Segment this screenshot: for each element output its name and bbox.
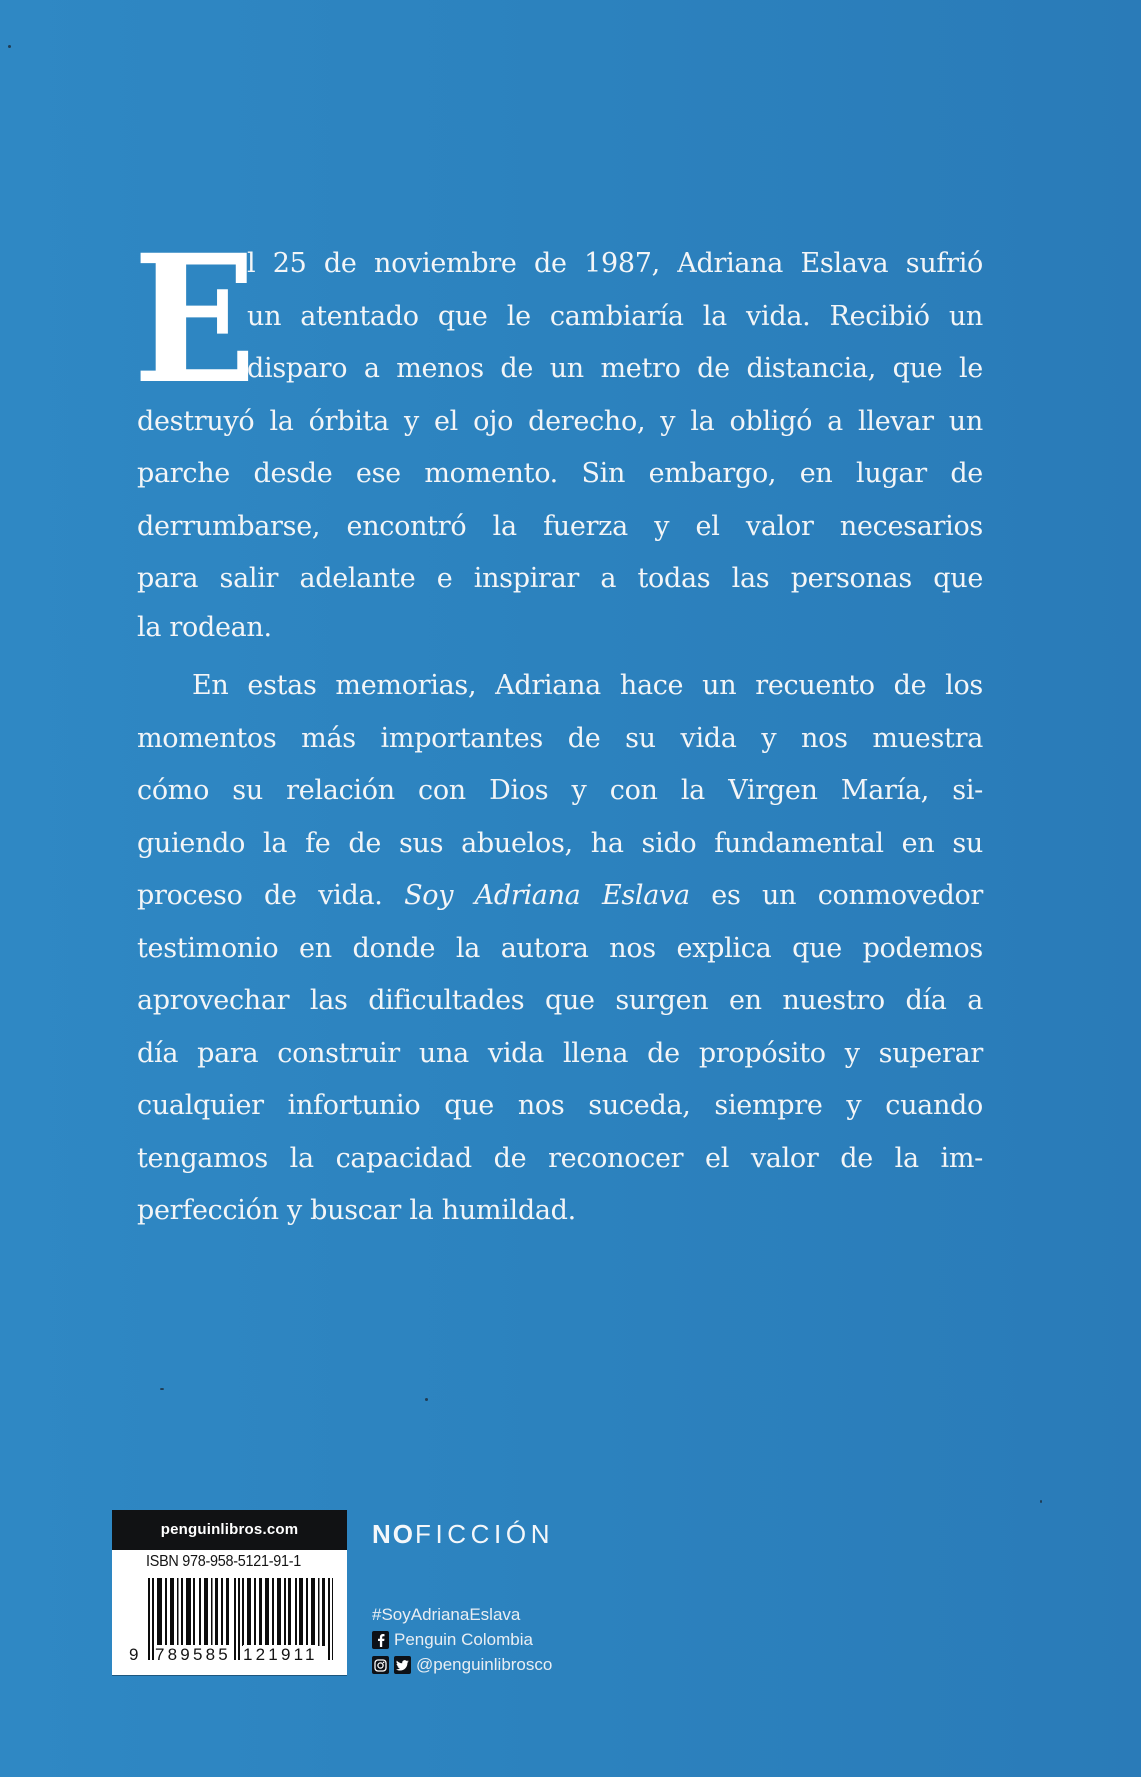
- genre-bold: NO: [372, 1519, 415, 1549]
- print-speck: [160, 1388, 164, 1390]
- isbn-number: ISBN 978-958-5121-91-1: [146, 1553, 301, 1570]
- print-speck: [1040, 1500, 1042, 1503]
- instagram-twitter-link[interactable]: [372, 1655, 552, 1675]
- blurb-line: la rodean.: [137, 612, 272, 643]
- print-speck: [425, 1398, 428, 1401]
- blurb-line: aprovechar las dificultades que surgen en nuestro día a: [137, 985, 983, 1016]
- blurb-line-with-title: [137, 879, 983, 913]
- blurb-line: día para construir una vida llena de propósito y superar: [137, 1038, 983, 1069]
- publisher-website[interactable]: penguinlibros.com: [112, 1510, 347, 1550]
- blurb-line: parche desde ese momento. Sin embargo, en lugar de: [137, 458, 983, 489]
- barcode-digits-left: 789585: [155, 1645, 231, 1664]
- blurb-line: l 25 de noviembre de 1987, Adriana Eslava sufrió: [247, 248, 983, 279]
- social-handle: @penguinlibrosco: [416, 1655, 553, 1674]
- blurb-line: momentos más importantes de su vida y nos muestra: [137, 723, 983, 754]
- genre-label: [372, 1519, 554, 1550]
- drop-cap-letter: E: [133, 216, 257, 423]
- blurb-line: tengamos la capacidad de reconocer el valor de la im-: [137, 1143, 983, 1174]
- blurb-line: guiendo la fe de sus abuelos, ha sido fundamental en su: [137, 828, 983, 859]
- blurb-text: es un conmovedor: [689, 880, 984, 911]
- blurb-text: proceso de vida.: [137, 880, 405, 911]
- facebook-icon: [372, 1631, 389, 1649]
- blurb-line: un atentado que le cambiaría la vida. Recibió un: [247, 301, 983, 332]
- facebook-page-name: Penguin Colombia: [394, 1630, 533, 1649]
- blurb-line: cómo su relación con Dios y con la Virgen María, si-: [137, 775, 983, 806]
- book-title-italic: Soy Adriana Eslava: [404, 880, 690, 911]
- barcode-digit-lead: 9: [129, 1645, 142, 1664]
- twitter-icon: [394, 1656, 411, 1674]
- facebook-link[interactable]: [372, 1630, 533, 1650]
- barcode-label: [112, 1510, 347, 1675]
- hashtag: [372, 1605, 520, 1625]
- print-speck: [8, 45, 11, 48]
- blurb-line: cualquier infortunio que nos suceda, siempre y cuando: [137, 1090, 983, 1121]
- hashtag-text: #SoyAdrianaEslava: [372, 1605, 521, 1624]
- blurb-line: testimonio en donde la autora nos explica que podemos: [137, 933, 983, 964]
- blurb-line: En estas memorias, Adriana hace un recuento de los: [192, 670, 983, 701]
- genre-light: FICCIÓN: [415, 1519, 555, 1549]
- blurb-line: perfección y buscar la humildad.: [137, 1195, 576, 1226]
- blurb-line: disparo a menos de un metro de distancia, que le: [247, 353, 983, 384]
- barcode-digits-right: 121911: [243, 1645, 318, 1664]
- blurb-line: para salir adelante e inspirar a todas las personas que: [137, 563, 983, 594]
- blurb-line: destruyó la órbita y el ojo derecho, y la obligó a llevar un: [137, 406, 983, 437]
- instagram-icon: [372, 1656, 389, 1674]
- blurb-line: derrumbarse, encontró la fuerza y el valor necesarios: [137, 511, 983, 542]
